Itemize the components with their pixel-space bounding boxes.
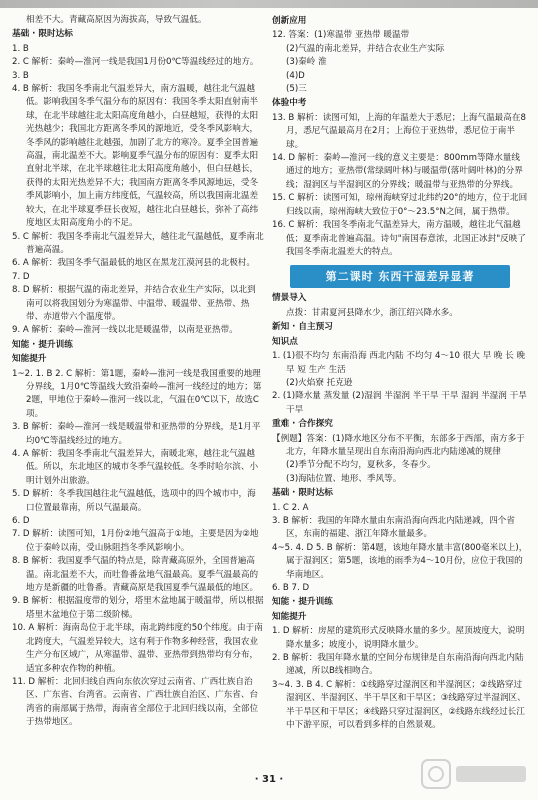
- section-heading: 情景导入: [272, 293, 307, 304]
- answer-paragraph: 1. B: [12, 43, 29, 54]
- section-heading: 知能提升: [12, 354, 47, 365]
- answer-paragraph: 11. D 解析：北回归线自西向东依次穿过云南省、广西壮族自治区、广东省、台湾省。云南省、广西壮族自治区、广东省、台湾省的南部属于热带，海南省全部位于北回归线以南，全部位于热带地区。: [12, 676, 259, 728]
- section-heading: 知识点: [272, 336, 298, 347]
- section-heading: 创新应用: [272, 16, 307, 26]
- answer-paragraph: 1. (1)很不均匀 东南沿海 西北内陆 不均匀 4～10 很大 早 晚 长 晚 早 短 生产 生活: [272, 351, 526, 375]
- answer-paragraph: 2. (1)降水量 蒸发量 (2)湿润 半湿润 半干旱 干旱 湿润 半湿润 干旱 干旱: [272, 391, 527, 415]
- section-heading: 知能 · 提升训练: [272, 597, 333, 608]
- section-heading: 基础 · 限时达标: [12, 29, 73, 40]
- answer-paragraph: 3. B 解析：秦岭—淮河一线是暖温带和亚热带的分界线，是1月平均0℃等温线经过的地方。: [12, 422, 261, 446]
- answer-paragraph: 6. B 7. D: [272, 583, 310, 593]
- answer-paragraph: 8. B 解析：我国夏季气温的特点是，除青藏高原外，全国普遍高温。南北温差不大，而吐鲁番盆地气温最高。夏季气温最高的地方是新疆的吐鲁番。青藏高原是我国夏季气温最低的地区。: [12, 556, 259, 594]
- answer-paragraph: 4. A 解析：我国冬季南北气温差异大，南暖北寒，越往北气温越低。所以，东北地区的城市冬季气温较低。冬季时哈尔滨、小明计划外出旅游。: [12, 449, 259, 486]
- section-heading: 体验中考: [272, 98, 307, 109]
- answer-paragraph: (5)三: [286, 84, 307, 95]
- right-column: [272, 14, 528, 766]
- answer-paragraph: 9. B 解析：根据温度带的划分，塔里木盆地属于暖温带，所以根据塔里木盆地位于第二级阶梯。: [12, 596, 264, 620]
- top-edge-strip: [0, 0, 538, 8]
- section-banner: 第二课时 东西干湿差异显著: [290, 265, 510, 288]
- answer-paragraph: 相差不大。青藏高原因为海拔高，导致气温低。: [26, 15, 207, 25]
- answer-paragraph: 7. D 解析：读图可知，1月份②地气温高于①地，主要是因为②地位于秦岭以南，受山脉阻挡冬季风影响小。: [12, 529, 259, 553]
- right-column-bottom: [272, 292, 528, 732]
- answer-paragraph: 13. B 解析：读图可知，上海的年温差大于悉尼；上海气温最高在8月，悉尼气温最高月在2月；上海位于亚热带，悉尼位于南半球。: [272, 112, 526, 150]
- answer-paragraph: 2. B 解析：我国年降水量的空间分布规律是自东南沿海向西北内陆递减，所以B线相吻合。: [272, 653, 524, 677]
- section-heading: 新知 · 自主预习: [272, 322, 333, 333]
- answer-paragraph: 点拨：甘肃夏河县降水少，浙江绍兴降水多。: [286, 307, 458, 318]
- answer-paragraph: (2)气温的南北差异，并结合农业生产实际: [286, 43, 445, 54]
- answer-paragraph: 5. D 解析：冬季我国越往北气温越低，选项中的四个城市中，海口位置最靠南，所以气温最高。: [12, 489, 256, 513]
- answer-paragraph: 6. A 解析：我国冬季气温最低的地区在黑龙江漠河县的北极村。: [12, 258, 255, 269]
- answer-paragraph: 15. C 解析：读图可知，琼州海峡穿过北纬约20°的地方，位于北回归线以南，琼州海峡大致位于0°～23.5°N之间，属于热带。: [272, 193, 528, 217]
- answer-paragraph: 5. C 解析：我国冬季南北气温差异大，越往北气温越低，夏季南北普遍高温。: [12, 231, 264, 255]
- section-heading: 知能 · 提升训练: [12, 339, 73, 350]
- answer-paragraph: 12. 答案：(1)寒温带 亚热带 暖温带: [272, 30, 410, 41]
- answer-paragraph: 8. D 解析：根据气温的南北差异，并结合农业生产实际，以北到南可以将我国划分为寒温带、中温带、暖温带、亚热带、热带、赤道带六个温度带。: [12, 285, 256, 322]
- answer-paragraph: 9. A 解析：秦岭—淮河一线以北是暖温带，以南是亚热带。: [12, 325, 238, 336]
- answer-paragraph: (2)季节分配不均匀，夏秋多，冬春少。: [286, 460, 436, 471]
- answer-paragraph: 6. D: [12, 516, 30, 527]
- answer-paragraph: (3)海陆位置、地形、季风等。: [286, 473, 402, 484]
- answer-paragraph: 【例题】答案：(1)降水地区分布不平衡，东部多于西部，南方多于北方，年降水量呈现出自东南沿海向西北内陆递减的规律: [272, 433, 525, 457]
- section-heading: 重难 · 合作探究: [272, 419, 333, 430]
- right-column-top: [272, 15, 528, 259]
- answer-paragraph: 14. D 解析：秦岭—淮河一线的意义主要是：800mm等降水量线通过的地方；亚热带(常绿阔叶林)与暖温带(落叶阔叶林)的分界线；湿润区与半湿润区的分界线；暖温带与亚热带的分界线。: [272, 153, 523, 190]
- answer-paragraph: 4~5. 4. D 5. B 解析：第4题，该地年降水量丰富(800毫米以上)，属于湿润区；第5题，该地的雨季为4～10月份，应位于我国的华南地区。: [272, 542, 528, 580]
- answer-paragraph: 2. C 解析：秦岭—淮河一线是我国1月份0℃等温线经过的地方。: [12, 57, 259, 68]
- answer-paragraph: 3~4. 3. B 4. C 解析：①线路穿过湿润区和半湿润区；②线路穿过湿润区、半湿润区、半干旱区和干旱区；③线路穿过半湿润区、半干旱区和干旱区；④线路只穿过湿润区，②线路东线经过长江中下游平原，可以看到多样的自然景观。: [272, 679, 526, 731]
- page-number: · 31 ·: [254, 774, 284, 785]
- answer-paragraph: 16. C 解析：我国冬季南北气温差异大，南方温暖，越往北气温越低；夏季南北普遍高温。诗句"南国春意浓，北国正冰封"反映了我国冬季南北温差大的特点。: [272, 220, 526, 257]
- left-column: [12, 14, 264, 766]
- answer-paragraph: 3. B: [12, 70, 29, 81]
- answer-paragraph: 10. A 解析：海南岛位于北半球，南北跨纬度约50个纬度。由于南北跨度大，气温差异较大，这有利于作物多种经营，我国农业生产分布区域广，从寒温带、温带、亚热带到热带均有分布，适宜多种农作物的种植。: [12, 623, 263, 674]
- section-heading: 知能提升: [272, 611, 307, 622]
- answer-paragraph: 4. B 解析：我国冬季南北气温差异大，南方温暖，越往北气温越低。影响我国冬季气温分布的原因有：我国冬季太阳直射南半球，在北半球越往北太阳高度角越小，白昼越短，获得的太阳光热越少；我国北方距离冬季风的源地近，受冬季风影响大，冬季风的影响越往北越强，加剧了北方的寒冷。夏季全国普遍高温，南北温差不大。影响夏季气温分布的原因有：夏季太阳直射北半球，在北半球越往北太阳高度角越小，但白昼越长，获得的太阳光热差异不大；我国南方距离冬季风源地远，受冬季风影响小，加上南方纬度低，气温较高，所以我国南北温差较大，在北半球夏季昼长夜短，越往北白昼越长，弥补了高纬度地区太阳高度角小的不足。: [12, 84, 259, 229]
- answer-paragraph: (4)D: [286, 70, 305, 81]
- section-heading: 基础 · 限时达标: [272, 488, 333, 499]
- answer-paragraph: 1. C 2. A: [272, 502, 309, 513]
- answer-paragraph: 3. B 解析：我国的年降水量由东南沿海向西北内陆递减，四个省区，东南的福建、浙江年降水量最多。: [272, 515, 515, 540]
- answer-paragraph: 1. D 解析：房屋的建筑形式反映降水量的多少。屋顶坡度大，说明降水量多；坡度小，说明降水量少。: [272, 626, 525, 650]
- answer-paragraph: (2)火焰寮 托克逊: [286, 377, 353, 388]
- answer-paragraph: 1~2. 1. B 2. C 解析：第1题，秦岭—淮河一线是我国重要的地理分界线，1月0℃等温线大致沿秦岭—淮河一线经过的地方；第2题，甲地位于秦岭—淮河一线以北，气温在0℃以下，故选C项。: [12, 368, 262, 419]
- watermark-logo: [420, 754, 530, 794]
- answer-paragraph: (3)秦岭 淮: [286, 57, 327, 68]
- answer-paragraph: 7. D: [12, 271, 30, 282]
